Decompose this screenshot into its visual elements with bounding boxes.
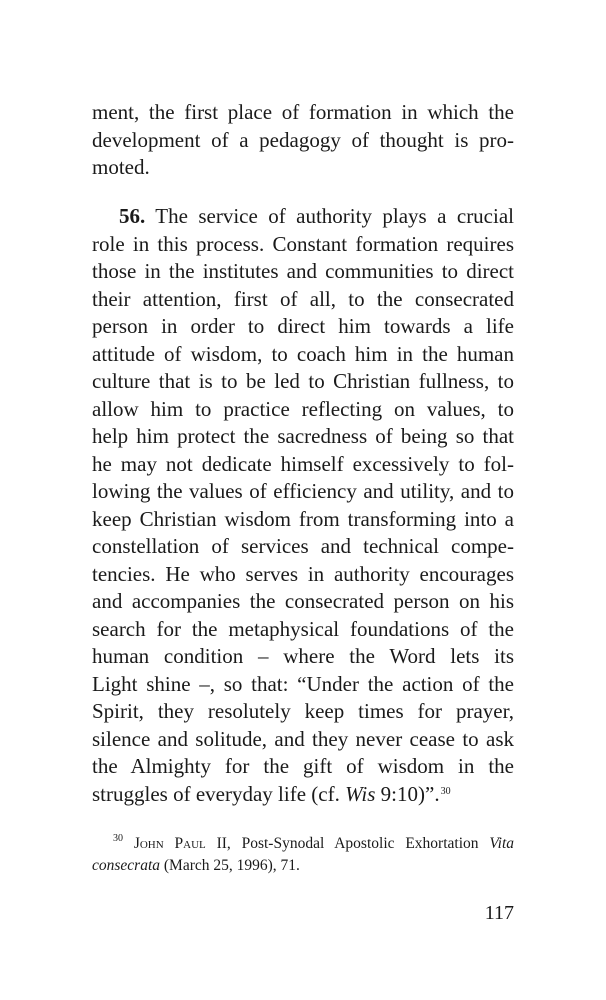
- text-line: person in order to direct him towards a life: [92, 314, 514, 338]
- text-span: struggles of everyday life (cf.: [92, 781, 340, 806]
- text-span: II, Post-Synodal Apostolic Exhortation: [216, 835, 479, 852]
- footnote-title: Vita: [489, 835, 515, 852]
- paragraph-number: 56.: [119, 204, 146, 228]
- text-line: human condition – where the Word lets its: [92, 644, 514, 668]
- text-line: attitude of wisdom, to coach him in the human: [92, 341, 514, 366]
- text-line: role in this process. Constant formation requires: [92, 231, 514, 256]
- footnote-marker: 30: [113, 833, 123, 844]
- footnote-title: consecrata: [92, 857, 161, 874]
- text-line: development of a pedagogy of thought is pro-: [92, 127, 514, 152]
- footnote-author: John Paul: [133, 835, 206, 852]
- text-line: Light shine –, so that: “Under the action of the: [92, 671, 514, 696]
- text-line: Spirit, they resolutely keep times for prayer,: [92, 699, 514, 723]
- text-line: moted.: [92, 155, 150, 179]
- text-line-first: [119, 203, 514, 231]
- text-line: lowing the values of efficiency and utility, and to: [92, 479, 514, 503]
- footnote-reference: 30: [440, 785, 451, 797]
- scripture-abbreviation: Wis: [345, 781, 376, 806]
- footnote-details: (March 25, 1996), 71.: [163, 857, 300, 874]
- footnote-line: [92, 855, 514, 877]
- text-line: tencies. He who serves in authority encourages: [92, 561, 514, 586]
- text-line-last: [92, 781, 514, 809]
- text-span: 9:10)”.: [380, 781, 440, 806]
- page-number: 117: [484, 902, 514, 924]
- text-line: their attention, first of all, to the consecrated: [92, 286, 514, 311]
- text-line: ment, the first place of formation in which the: [92, 100, 514, 124]
- text-line: he may not dedicate himself excessively to fol-: [92, 451, 514, 476]
- text-line: help him protect the sacredness of being so that: [92, 424, 514, 448]
- text-line: silence and solitude, and they never cease to ask: [92, 726, 514, 751]
- text-span: The service of authority plays a crucial: [155, 204, 514, 228]
- text-line: keep Christian wisdom from transforming into a: [92, 506, 514, 531]
- text-line: constellation of services and technical compe-: [92, 534, 514, 558]
- text-line: search for the metaphysical foundations of the: [92, 616, 514, 641]
- text-line: culture that is to be led to Christian fullness, to: [92, 369, 514, 393]
- text-line: the Almighty for the gift of wisdom in the: [92, 754, 514, 778]
- text-line: those in the institutes and communities to direct: [92, 259, 514, 283]
- text-line: allow him to practice reflecting on values, to: [92, 396, 514, 421]
- text-line: and accompanies the consecrated person on his: [92, 589, 514, 613]
- footnote-line: [112, 833, 514, 855]
